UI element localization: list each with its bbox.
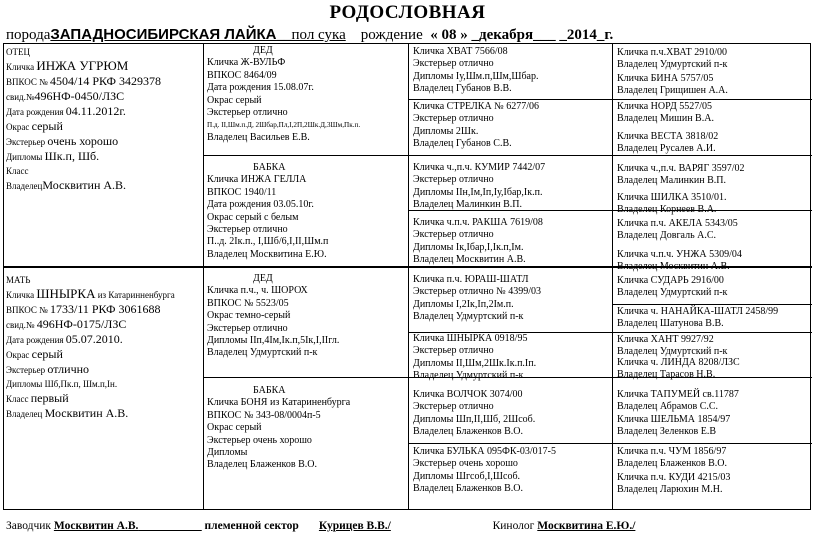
ggg-8: Кличка ч.п.ч. УНЖА 5309/04 Владелец Москвитин А.В. [617,249,742,273]
sire-color: серый [31,119,63,133]
sire-exterior: очень хорошо [47,134,119,148]
ggg-13: Кличка ТАПУМЕЙ св.11787 Владелец Абрамов С.С. [617,389,739,413]
ggg-11: Кличка ХАНТ 9927/92 Владелец Удмуртский п-к [617,334,728,358]
gg-5: Кличка п.ч. ЮРАШ-ШАТЛ Экстерьер отлично № 4399/03 Дипломы I,2Iк,Iп,2Iм.п. Владелец Удмуртский п-к [413,274,541,323]
sire-dam-block: БАБКА Кличка ИНЖА ГЕЛЛА ВПКОС 1940/11 Дата рождения 03.05.10г. Окрас серый с белым Экстерьер отлично П..д. 2Iк.п., I,Шб/6,I,II,Шм.п Владелец Москвитина Е.Ю. [207,162,329,260]
ggg-5: Кличка ч.,п.ч. ВАРЯГ 3597/02 Владелец Малинкин В.П. [617,163,745,187]
birth-label: рождение [360,27,423,43]
signatures-line: Заводчик Москвитин А.В.___________ племенной сектор Курицев В.В./ Кинолог Москвитина Е.Ю./ [6,520,636,532]
ggg-6: Кличка ШИЛКА 3510/01. Владелец Корнеев В.А. [617,192,727,216]
dam-cert: 496НФ-0175/ЛЗС [36,317,127,331]
dam-role: МАТЬ [6,275,31,285]
ggg-12: Кличка ч. ЛИНДА 8208/ЛЗС Владелец Тарасов Н.В. [617,357,740,381]
gg-7: Кличка ВОЛЧОК 3074/00 Экстерьер отлично Дипломы Шп,II,Шб, 2Шсоб. Владелец Блаженков В.О. [413,389,536,438]
ggg-7: Кличка п.ч. АКЕЛА 5343/05 Владелец Довгаль А.С. [617,218,738,242]
breed-label: порода [6,27,51,43]
dam-color: серый [31,347,63,361]
kinolog-name: Москвитина Е.Ю./ [537,520,636,532]
sire-sire-block: ДЕД Кличка Ж-ВУЛЬФ ВПКОС 8464/09 Дата рождения 15.08.07г. Окрас серый Экстерьер отлично П.д. II,Шм.п.Д, 2Шбар,Пл,I,2П,2Шк.Д,3Шм,Пк.п. Владелец Васильев Е.В. [207,45,361,143]
dam-class: первый [30,391,69,405]
sex-field: пол сука [291,27,346,43]
sire-vkpos: 4504/14 РКФ 3429378 [49,74,161,88]
breed-line [6,26,811,44]
gg-6: Кличка ШНЫРКА 0918/95 Экстерьер отлично Дипломы II,Шм,2Шк.Iк.п.Iп. Владелец Удмуртский п-к [413,333,537,382]
dam-diplomas: Шб,Пк.п, Шм.п,Iн. [44,379,118,389]
ggg-4: Кличка ВЕСТА 3818/02 Владелец Русалев А.И. [617,131,719,155]
kinolog-label: Кинолог [492,520,535,532]
sire-cert: 496НФ-0450/ЛЗС [34,89,125,103]
sector-label: племенной сектор [204,520,299,532]
ggg-3: Кличка НОРД 5527/05 Владелец Мишин В.А. [617,101,714,125]
dam-owner: Москвитин А.В. [44,406,129,420]
sire-role: ОТЕЦ [6,47,30,57]
gg-1: Кличка ХВАТ 7566/08 Экстерьер отлично Дипломы Iу,Шм.п,Шм,Шбар. Владелец Губанов В.В. [413,46,539,95]
birth-date: « 08 » _декабря___ _2014_г. [430,27,614,43]
gg-8: Кличка БУЛЬКА 095ФК-03/017-5 Экстерьер очень хорошо Дипломы Шгсоб,I,Шсоб. Владелец Блаженков В.О. [413,446,556,495]
gg-3: Кличка ч.,п.ч. КУМИР 7442/07 Экстерьер отлично Дипломы IIн,Iм,Iп,Iу,Iбар,Iк.п. Владелец Малинкин В.П. [413,162,546,211]
gg-4: Кличка ч.п.ч. РАКША 7619/08 Экстерьер отлично Дипломы Iк,Iбар,I,Iк.п,Iм. Владелец Москвитин А.В. [413,217,543,266]
dam-exterior: отлично [47,362,90,376]
dam-vkpos: 1733/11 РКФ 3061688 [49,302,161,316]
ggg-14: Кличка ШЕЛЬМА 1854/97 Владелец Зеленков Е.В [617,414,731,438]
sire-block: ОТЕЦ Кличка ИНЖА УГРЮМ ВПКОС № 4504/14 РКФ 3429378 свид.№496НФ-0450/ЛЗС Дата рождения 04.11.2012г. Окрас серый Экстерьер очень хорошо Дипломы Шк.п, Шб. Класс ВладелецМосквитин А.В. [6,47,161,192]
ggg-10: Кличка ч. НАНАЙКА-ШАТЛ 2458/99 Владелец Шатунова В.В. [617,306,779,330]
sire-diplomas: Шк.п, Шб. [44,149,100,163]
ggg-1: Кличка п.ч.ХВАТ 2910/00 Владелец Удмуртский п-к [617,47,728,71]
sire-owner: Москвитин А.В. [42,178,127,192]
sire-dob: 04.11.2012г. [65,104,126,118]
document-title: РОДОСЛОВНАЯ [329,2,486,23]
breeder-name: Москвитин А.В. [53,520,139,532]
breed-blank: __ [276,27,292,43]
gg-2: Кличка СТРЕЛКА № 6277/06 Экстерьер отлично Дипломы 2Шк. Владелец Губанов С.В. [413,101,539,150]
pedigree-table [3,43,811,510]
dam-name: ШНЫРКА [36,286,96,301]
ggg-9: Кличка СУДАРЬ 2916/00 Владелец Удмуртский п-к [617,275,728,299]
dam-block: МАТЬ Кличка ШНЫРКА из Катаринненбурга ВПКОС № 1733/11 РКФ 3061688 свид.№ 496НФ-0175/ЛЗС Дата рождения 05.07.2010. Окрас серый Экстерьер отлично Дипломы Шб,Пк.п, Шм.п,Iн. Класс первый Владелец Москвитин А.В. [6,275,175,420]
ggg-15: Кличка п.ч. ЧУМ 1856/97 Владелец Блаженков В.О. [617,446,727,470]
sector-name: Курицев В.В./ [318,520,391,532]
dam-dam-block: БАБКА Кличка БОНЯ из Катариненбурга ВПКОС № 343-08/0004п-5 Окрас серый Экстерьер очень хорошо Дипломы Владелец Блаженков В.О. [207,385,351,471]
sire-name: ИНЖА УГРЮМ [36,58,129,73]
ggg-2: Кличка БИНА 5757/05 Владелец Грищишен А.А. [617,73,728,97]
dam-sire-block: ДЕД Кличка п.ч., ч. ШОРОХ ВПКОС № 5523/05 Окрас темно-серый Экстерьер отлично Дипломы IIп,4Iм,Iк.п,5Iк,I,IIгл. Владелец Удмуртский п-к [207,273,340,359]
ggg-16: Кличка п.ч. КУДИ 4215/03 Владелец Ларюхин М.Н. [617,472,731,496]
breed-value: ЗАПАДНОСИБИРСКАЯ ЛАЙКА [50,26,277,43]
dam-dob: 05.07.2010. [65,332,123,346]
breeder-label: Заводчик [6,520,52,532]
